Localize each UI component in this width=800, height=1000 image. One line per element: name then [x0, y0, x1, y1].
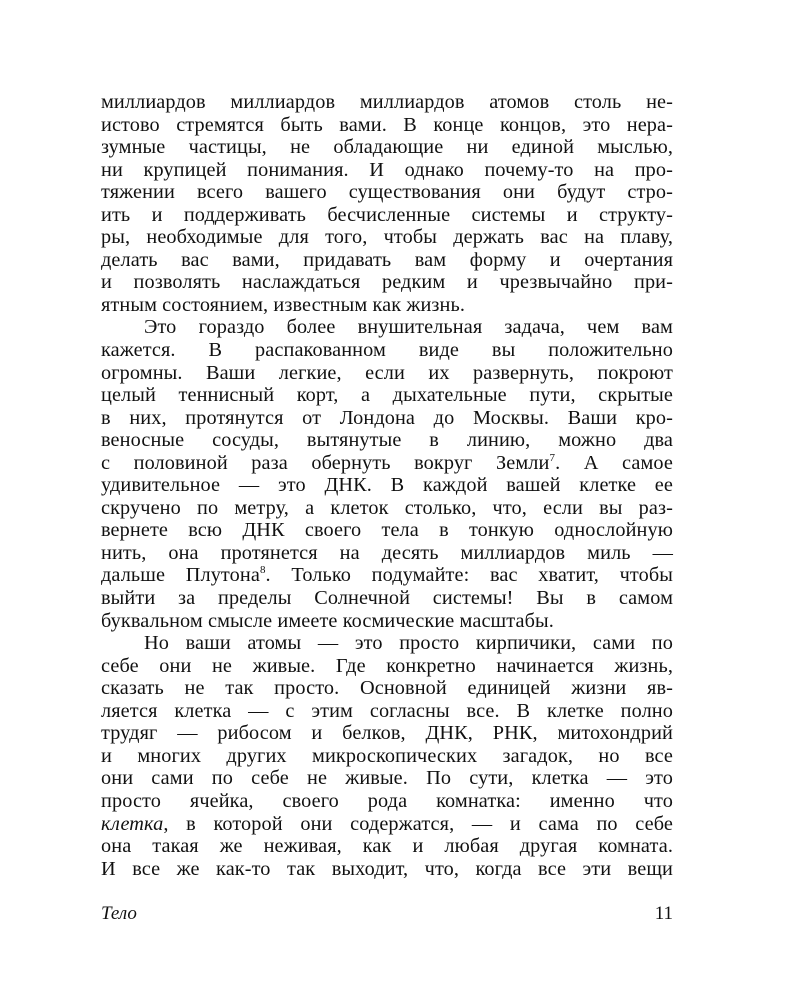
text-line: [101, 677, 673, 700]
text-run: в них, протянутся от Лондона до Москвы. Ваши кро-: [101, 406, 673, 429]
text-run: кажется. В распакованном виде вы положительно: [101, 339, 673, 362]
text-line: [101, 114, 673, 137]
text-run: зумные частицы, не обладающие ни единой мыслью,: [101, 136, 673, 159]
text-run: миллиардов миллиардов миллиардов атомов столь не-: [101, 91, 673, 113]
page-footer: [101, 902, 673, 926]
text-line: [101, 339, 673, 362]
text-line: [101, 226, 673, 249]
text-line: [101, 362, 673, 385]
text-run: ни крупицей понимания. И однако почему-то на про-: [101, 158, 673, 181]
text-line: [101, 181, 673, 204]
text-line: [101, 294, 673, 317]
text-run: , в которой они содержатся, — и сама по себе: [163, 812, 673, 835]
text-run: себе они не живые. Где конкретно начинается жизнь,: [101, 654, 673, 677]
text-run: делать вас вами, придавать вам форму и очертания: [101, 248, 673, 271]
text-run: выйти за пределы Солнечной системы! Вы в самом: [101, 587, 673, 610]
text-line: [101, 745, 673, 768]
text-run: огромны. Ваши легкие, если их развернуть, покроют: [101, 361, 673, 384]
text-run: целый теннисный корт, а дыхательные пути, скрытые: [101, 384, 673, 407]
text-run: дальше Плутона: [101, 564, 260, 587]
text-line: [101, 835, 673, 858]
running-title: Тело: [101, 903, 137, 924]
footnote-ref: 8: [259, 564, 266, 577]
text-run: Но ваши атомы — это просто кирпичики, сами по: [144, 632, 673, 655]
text-run: нить, она протянется на десять миллиардов миль —: [101, 541, 673, 564]
text-line: [101, 474, 673, 497]
text-run: истово стремятся быть вами. В конце концов, это нера-: [101, 113, 673, 136]
page-number: 11: [654, 903, 673, 924]
text-line: [101, 204, 673, 227]
text-line: [101, 722, 673, 745]
text-line: [101, 610, 673, 633]
text-run: ятным состоянием, известным как жизнь.: [101, 293, 465, 316]
text-run: ляется клетка — с этим согласны все. В клетке полно: [101, 699, 673, 722]
text-run: и позволять наслаждаться редким и чрезвычайно при-: [101, 271, 673, 294]
text-line: [101, 632, 673, 655]
text-run: ить и поддерживать бесчисленные системы и структу-: [101, 203, 673, 226]
text-run: и многих других микроскопических загадок, но все: [101, 744, 673, 767]
text-line: [101, 497, 673, 520]
text-run: удивительное — это ДНК. В каждой вашей клетке ее: [101, 474, 673, 497]
text-run: тяжении всего вашего существования они будут стро-: [101, 181, 673, 204]
text-run: трудяг — рибосом и белков, ДНК, РНК, митохондрий: [101, 722, 673, 745]
text-line: [101, 429, 673, 452]
text-line: [101, 587, 673, 610]
text-line: [101, 91, 673, 114]
text-line: [101, 858, 673, 881]
text-line: [101, 700, 673, 723]
text-line: [101, 519, 673, 542]
text-line: [101, 542, 673, 565]
text-run: вернете всю ДНК своего тела в тонкую однослойную: [101, 519, 673, 542]
text-line: [101, 452, 673, 475]
text-line: [101, 564, 673, 587]
text-run: буквальном смысле имеете космические масштабы.: [101, 609, 554, 632]
emphasis-text: клетка: [101, 812, 164, 835]
text-line: [101, 159, 673, 182]
text-line: [101, 316, 673, 339]
text-line: [101, 249, 673, 272]
text-run: . Только подумайте: вас хватит, чтобы: [265, 564, 673, 587]
text-line: [101, 767, 673, 790]
text-run: они сами по себе не живые. По сути, клетка — это: [101, 767, 673, 790]
text-run: ры, необходимые для того, чтобы держать вас на плаву,: [101, 226, 673, 249]
text-run: с половиной раза обернуть вокруг Земли: [101, 451, 550, 474]
text-line: [101, 407, 673, 430]
text-run: скручено по метру, а клеток столько, что, если вы раз-: [101, 496, 673, 519]
text-line: [101, 136, 673, 159]
text-run: сказать не так просто. Основной единицей жизни яв-: [101, 677, 673, 700]
text-run: веносные сосуды, вытянутые в линию, можно два: [101, 429, 673, 452]
text-line: [101, 655, 673, 678]
text-line: [101, 813, 673, 836]
body-text: [101, 91, 673, 880]
text-line: [101, 271, 673, 294]
text-run: она такая же неживая, как и любая другая комната.: [101, 835, 673, 858]
text-run: Это гораздо более внушительная задача, чем вам: [144, 316, 673, 339]
text-line: [101, 384, 673, 407]
footnote-ref: 7: [549, 451, 556, 464]
text-run: просто ячейка, своего рода комнатка: именно что: [101, 789, 673, 812]
text-run: . А самое: [555, 451, 673, 474]
text-line: [101, 790, 673, 813]
text-run: И все же как-то так выходит, что, когда все эти вещи: [101, 857, 673, 880]
